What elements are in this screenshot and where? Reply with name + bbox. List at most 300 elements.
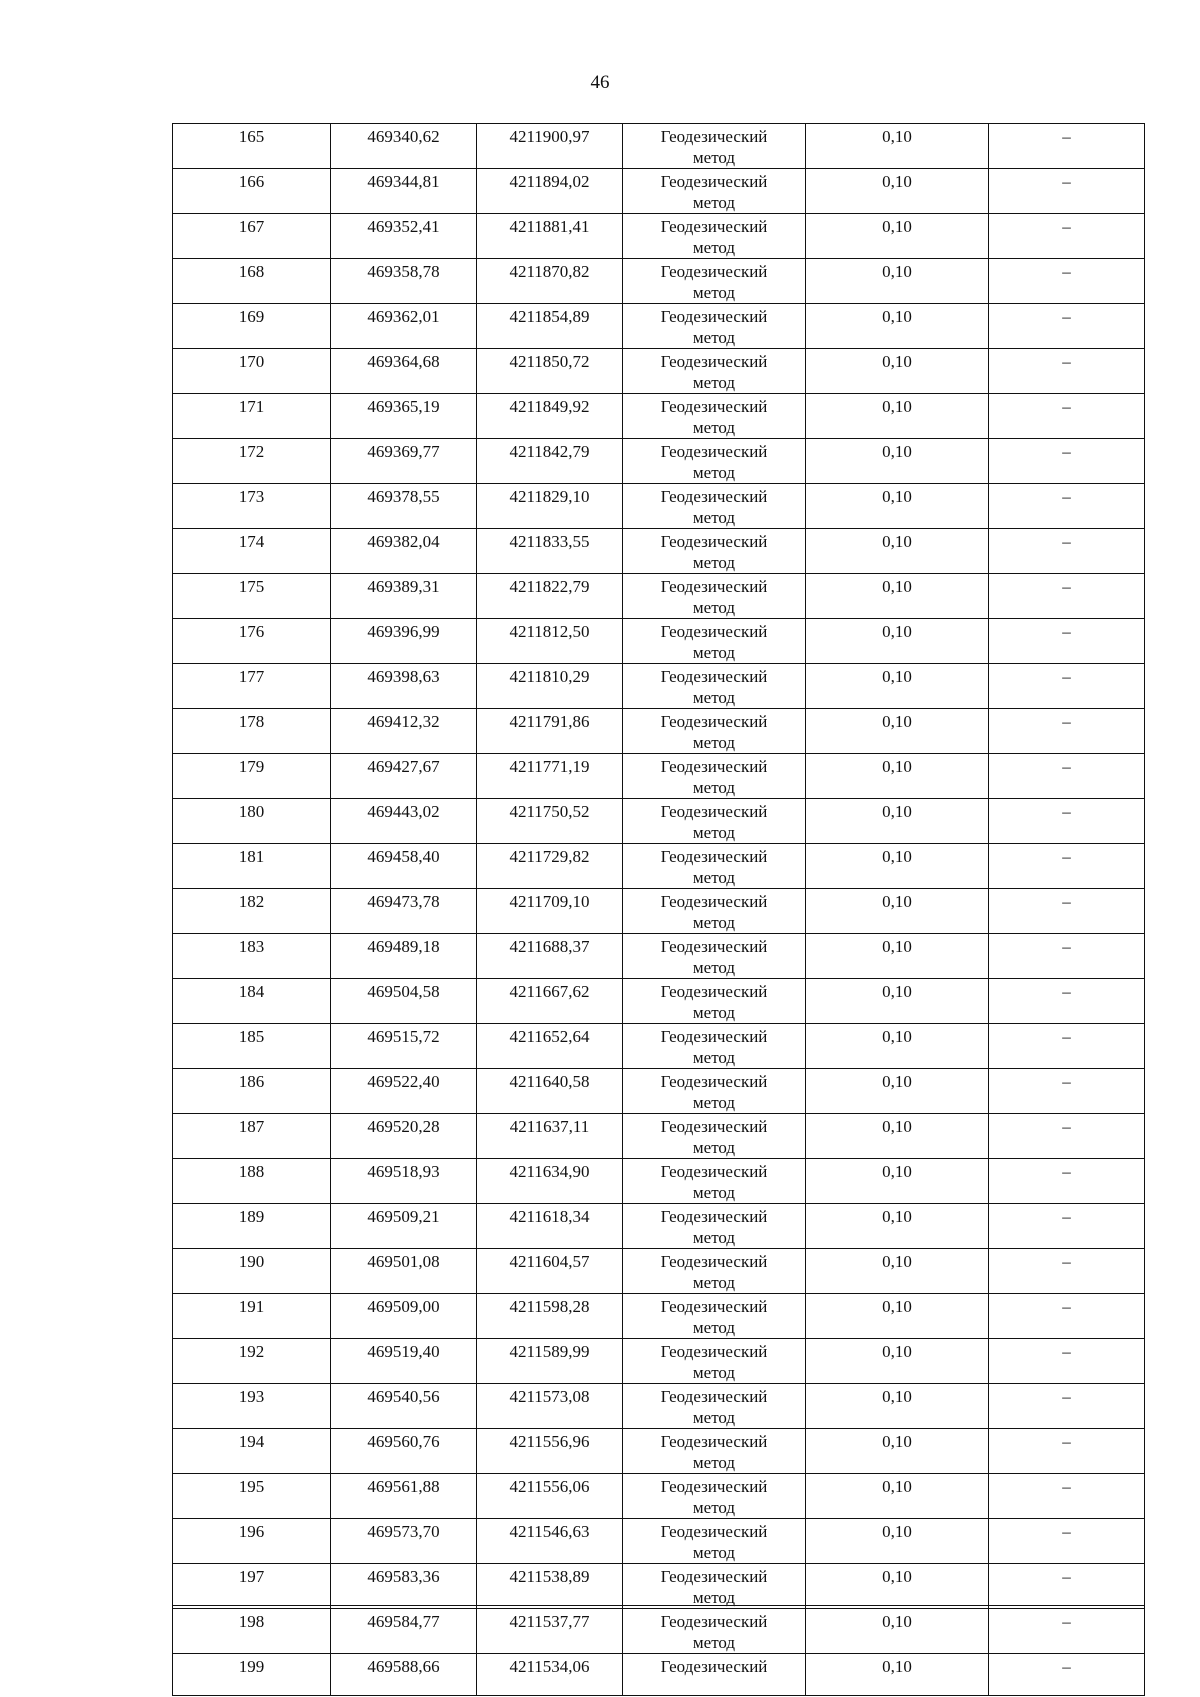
y-coordinate-cell: 4211652,64 [477, 1024, 623, 1069]
y-coordinate-cell: 4211618,34 [477, 1204, 623, 1249]
method-line-1: Геодезический [660, 1342, 768, 1361]
x-coordinate-cell: 469540,56 [331, 1384, 477, 1429]
method-cell [623, 889, 806, 934]
point-number-cell: 166 [173, 169, 331, 214]
accuracy-cell: 0,10 [806, 1069, 989, 1114]
method-line-1: Геодезический [660, 1252, 768, 1271]
method-line-1: Геодезический [660, 397, 768, 416]
accuracy-cell: 0,10 [806, 1339, 989, 1384]
accuracy-cell: 0,10 [806, 664, 989, 709]
table-row [173, 979, 1145, 1024]
method-cell [623, 349, 806, 394]
table-row [173, 484, 1145, 529]
note-cell: – [989, 259, 1145, 304]
point-number-cell: 181 [173, 844, 331, 889]
method-cell [623, 1384, 806, 1429]
method-line-1: Геодезический [660, 172, 768, 191]
table-row [173, 439, 1145, 484]
method-cell [623, 979, 806, 1024]
point-number-cell: 168 [173, 259, 331, 304]
method-line-2: метод [692, 193, 736, 212]
y-coordinate-cell: 4211589,99 [477, 1339, 623, 1384]
method-cell [623, 1564, 806, 1609]
x-coordinate-cell: 469473,78 [331, 889, 477, 934]
method-line-2: метод [692, 1138, 736, 1157]
method-line-2: метод [692, 778, 736, 797]
point-number-cell: 184 [173, 979, 331, 1024]
method-line-1: Геодезический [660, 1387, 768, 1406]
point-number-cell: 171 [173, 394, 331, 439]
y-coordinate-cell: 4211534,06 [477, 1654, 623, 1696]
method-line-2: метод [692, 1363, 736, 1382]
table-row [173, 709, 1145, 754]
y-coordinate-cell: 4211810,29 [477, 664, 623, 709]
point-number-cell: 179 [173, 754, 331, 799]
x-coordinate-cell: 469583,36 [331, 1564, 477, 1609]
accuracy-cell: 0,10 [806, 934, 989, 979]
x-coordinate-cell: 469504,58 [331, 979, 477, 1024]
method-cell [623, 1114, 806, 1159]
point-number-cell: 169 [173, 304, 331, 349]
x-coordinate-cell: 469519,40 [331, 1339, 477, 1384]
table-row [173, 304, 1145, 349]
y-coordinate-cell: 4211894,02 [477, 169, 623, 214]
point-number-cell: 197 [173, 1564, 331, 1609]
x-coordinate-cell: 469458,40 [331, 844, 477, 889]
point-number-cell: 176 [173, 619, 331, 664]
method-cell [623, 1474, 806, 1519]
method-cell [623, 529, 806, 574]
accuracy-cell: 0,10 [806, 1609, 989, 1654]
accuracy-cell: 0,10 [806, 214, 989, 259]
method-line-2: метод [692, 1408, 736, 1427]
method-line-2: метод [692, 868, 736, 887]
y-coordinate-cell: 4211850,72 [477, 349, 623, 394]
y-coordinate-cell: 4211829,10 [477, 484, 623, 529]
point-number-cell: 194 [173, 1429, 331, 1474]
table-row [173, 1024, 1145, 1069]
x-coordinate-cell: 469358,78 [331, 259, 477, 304]
y-coordinate-cell: 4211791,86 [477, 709, 623, 754]
method-line-2: метод [692, 553, 736, 572]
coordinates-table-body [173, 124, 1145, 1696]
table-row [173, 619, 1145, 664]
note-cell: – [989, 619, 1145, 664]
coordinates-table [172, 123, 1145, 1696]
table-row [173, 529, 1145, 574]
y-coordinate-cell: 4211573,08 [477, 1384, 623, 1429]
y-coordinate-cell: 4211900,97 [477, 124, 623, 169]
table-row [173, 169, 1145, 214]
note-cell: – [989, 1249, 1145, 1294]
note-cell: – [989, 1429, 1145, 1474]
x-coordinate-cell: 469520,28 [331, 1114, 477, 1159]
y-coordinate-cell: 4211688,37 [477, 934, 623, 979]
method-cell [623, 214, 806, 259]
method-cell [623, 304, 806, 349]
y-coordinate-cell: 4211667,62 [477, 979, 623, 1024]
method-line-1: Геодезический [660, 217, 768, 236]
point-number-cell: 180 [173, 799, 331, 844]
accuracy-cell: 0,10 [806, 1519, 989, 1564]
point-number-cell: 174 [173, 529, 331, 574]
point-number-cell: 188 [173, 1159, 331, 1204]
point-number-cell: 170 [173, 349, 331, 394]
accuracy-cell: 0,10 [806, 1159, 989, 1204]
method-cell [623, 844, 806, 889]
y-coordinate-cell: 4211546,63 [477, 1519, 623, 1564]
y-coordinate-cell: 4211556,96 [477, 1429, 623, 1474]
accuracy-cell: 0,10 [806, 754, 989, 799]
accuracy-cell: 0,10 [806, 1024, 989, 1069]
method-line-1: Геодезический [660, 307, 768, 326]
note-cell: – [989, 844, 1145, 889]
table-row [173, 799, 1145, 844]
point-number-cell: 191 [173, 1294, 331, 1339]
method-line-1: Геодезический [660, 757, 768, 776]
x-coordinate-cell: 469378,55 [331, 484, 477, 529]
y-coordinate-cell: 4211750,52 [477, 799, 623, 844]
method-line-1: Геодезический [660, 802, 768, 821]
method-cell [623, 169, 806, 214]
y-coordinate-cell: 4211537,77 [477, 1609, 623, 1654]
accuracy-cell: 0,10 [806, 439, 989, 484]
method-line-1: Геодезический [660, 352, 768, 371]
point-number-cell: 177 [173, 664, 331, 709]
note-cell: – [989, 709, 1145, 754]
table-row [173, 1384, 1145, 1429]
method-line-1: Геодезический [660, 532, 768, 551]
table-row [173, 214, 1145, 259]
point-number-cell: 175 [173, 574, 331, 619]
page-number: 46 [590, 72, 610, 93]
point-number-cell: 199 [173, 1654, 331, 1696]
table-row [173, 1249, 1145, 1294]
note-cell: – [989, 304, 1145, 349]
table-row [173, 1204, 1145, 1249]
method-line-1: Геодезический [660, 1522, 768, 1541]
method-line-1: Геодезический [660, 1117, 768, 1136]
accuracy-cell: 0,10 [806, 484, 989, 529]
x-coordinate-cell: 469427,67 [331, 754, 477, 799]
accuracy-cell: 0,10 [806, 1474, 989, 1519]
method-cell [623, 439, 806, 484]
accuracy-cell: 0,10 [806, 979, 989, 1024]
accuracy-cell: 0,10 [806, 1114, 989, 1159]
point-number-cell: 167 [173, 214, 331, 259]
x-coordinate-cell: 469389,31 [331, 574, 477, 619]
note-cell: – [989, 1114, 1145, 1159]
x-coordinate-cell: 469509,00 [331, 1294, 477, 1339]
method-cell [623, 1609, 806, 1654]
table-row [173, 1609, 1145, 1654]
method-line-1: Геодезический [660, 1432, 768, 1451]
note-cell: – [989, 394, 1145, 439]
x-coordinate-cell: 469364,68 [331, 349, 477, 394]
y-coordinate-cell: 4211870,82 [477, 259, 623, 304]
method-line-2: метод [692, 373, 736, 392]
y-coordinate-cell: 4211556,06 [477, 1474, 623, 1519]
y-coordinate-cell: 4211538,89 [477, 1564, 623, 1609]
accuracy-cell: 0,10 [806, 1429, 989, 1474]
point-number-cell: 196 [173, 1519, 331, 1564]
point-number-cell: 187 [173, 1114, 331, 1159]
note-cell: – [989, 349, 1145, 394]
note-cell: – [989, 1159, 1145, 1204]
accuracy-cell: 0,10 [806, 349, 989, 394]
method-line-1: Геодезический [660, 937, 768, 956]
accuracy-cell: 0,10 [806, 799, 989, 844]
table-row [173, 1519, 1145, 1564]
method-line-2: метод [692, 1633, 736, 1652]
x-coordinate-cell: 469362,01 [331, 304, 477, 349]
method-line-2: метод [692, 1093, 736, 1112]
method-line-1: Геодезический [660, 1072, 768, 1091]
table-row [173, 1564, 1145, 1609]
method-line-2: метод [692, 328, 736, 347]
note-cell: – [989, 754, 1145, 799]
y-coordinate-cell: 4211849,92 [477, 394, 623, 439]
table-row [173, 934, 1145, 979]
method-line-2: метод [692, 1498, 736, 1517]
method-line-1: Геодезический [660, 1207, 768, 1226]
table-row [173, 664, 1145, 709]
x-coordinate-cell: 469573,70 [331, 1519, 477, 1564]
method-line-1: Геодезический [660, 1612, 768, 1631]
method-line-1: Геодезический [660, 1477, 768, 1496]
method-line-2: метод [692, 1588, 736, 1607]
method-cell [623, 1249, 806, 1294]
note-cell: – [989, 664, 1145, 709]
method-cell [623, 574, 806, 619]
method-line-1: Геодезический [660, 127, 768, 146]
method-line-2: метод [692, 643, 736, 662]
point-number-cell: 190 [173, 1249, 331, 1294]
method-line-1: Геодезический [660, 262, 768, 281]
table-row [173, 1339, 1145, 1384]
method-line-2: метод [692, 148, 736, 167]
y-coordinate-cell: 4211771,19 [477, 754, 623, 799]
method-line-1: Геодезический [660, 1297, 768, 1316]
note-cell: – [989, 799, 1145, 844]
method-line-2: метод [692, 238, 736, 257]
table-row [173, 574, 1145, 619]
method-line-2: метод [692, 1003, 736, 1022]
method-line-1: Геодезический [660, 577, 768, 596]
accuracy-cell: 0,10 [806, 394, 989, 439]
method-line-1: Геодезический [660, 847, 768, 866]
method-cell [623, 394, 806, 439]
x-coordinate-cell: 469365,19 [331, 394, 477, 439]
method-line-2: метод [692, 283, 736, 302]
point-number-cell: 173 [173, 484, 331, 529]
method-cell [623, 1159, 806, 1204]
method-line-2: метод [692, 463, 736, 482]
method-line-1: Геодезический [660, 1567, 768, 1586]
note-cell: – [989, 979, 1145, 1024]
x-coordinate-cell: 469518,93 [331, 1159, 477, 1204]
accuracy-cell: 0,10 [806, 1249, 989, 1294]
method-line-1: Геодезический [660, 1162, 768, 1181]
y-coordinate-cell: 4211637,11 [477, 1114, 623, 1159]
note-cell: – [989, 124, 1145, 169]
method-cell [623, 799, 806, 844]
y-coordinate-cell: 4211598,28 [477, 1294, 623, 1339]
method-line-2: метод [692, 1318, 736, 1337]
x-coordinate-cell: 469522,40 [331, 1069, 477, 1114]
method-line-1: Геодезический [660, 892, 768, 911]
accuracy-cell: 0,10 [806, 169, 989, 214]
y-coordinate-cell: 4211634,90 [477, 1159, 623, 1204]
method-line-2: метод [692, 1183, 736, 1202]
accuracy-cell: 0,10 [806, 1654, 989, 1696]
table-row [173, 1474, 1145, 1519]
y-coordinate-cell: 4211812,50 [477, 619, 623, 664]
y-coordinate-cell: 4211640,58 [477, 1069, 623, 1114]
method-line-1: Геодезический [660, 1657, 768, 1676]
method-cell [623, 664, 806, 709]
x-coordinate-cell: 469398,63 [331, 664, 477, 709]
x-coordinate-cell: 469501,08 [331, 1249, 477, 1294]
note-cell: – [989, 1204, 1145, 1249]
method-line-2: метод [692, 418, 736, 437]
note-cell: – [989, 574, 1145, 619]
method-cell [623, 1429, 806, 1474]
table-row [173, 1294, 1145, 1339]
y-coordinate-cell: 4211854,89 [477, 304, 623, 349]
table-row [173, 1114, 1145, 1159]
accuracy-cell: 0,10 [806, 124, 989, 169]
x-coordinate-cell: 469443,02 [331, 799, 477, 844]
method-line-2: метод [692, 508, 736, 527]
accuracy-cell: 0,10 [806, 619, 989, 664]
point-number-cell: 182 [173, 889, 331, 934]
accuracy-cell: 0,10 [806, 259, 989, 304]
x-coordinate-cell: 469340,62 [331, 124, 477, 169]
method-cell [623, 1339, 806, 1384]
method-cell [623, 124, 806, 169]
x-coordinate-cell: 469561,88 [331, 1474, 477, 1519]
method-line-2: метод [692, 1543, 736, 1562]
method-line-1: Геодезический [660, 442, 768, 461]
method-cell [623, 1294, 806, 1339]
y-coordinate-cell: 4211729,82 [477, 844, 623, 889]
note-cell: – [989, 889, 1145, 934]
point-number-cell: 172 [173, 439, 331, 484]
note-cell: – [989, 1069, 1145, 1114]
table-row [173, 754, 1145, 799]
point-number-cell: 189 [173, 1204, 331, 1249]
point-number-cell: 192 [173, 1339, 331, 1384]
accuracy-cell: 0,10 [806, 1564, 989, 1609]
y-coordinate-cell: 4211604,57 [477, 1249, 623, 1294]
accuracy-cell: 0,10 [806, 529, 989, 574]
note-cell: – [989, 1024, 1145, 1069]
method-line-2: метод [692, 958, 736, 977]
y-coordinate-cell: 4211709,10 [477, 889, 623, 934]
method-cell [623, 619, 806, 664]
method-cell [623, 1024, 806, 1069]
note-cell: – [989, 1474, 1145, 1519]
method-line-2: метод [692, 688, 736, 707]
method-line-2: метод [692, 598, 736, 617]
method-line-1: Геодезический [660, 712, 768, 731]
point-number-cell: 183 [173, 934, 331, 979]
table-row [173, 349, 1145, 394]
accuracy-cell: 0,10 [806, 1204, 989, 1249]
accuracy-cell: 0,10 [806, 1384, 989, 1429]
y-coordinate-cell: 4211881,41 [477, 214, 623, 259]
accuracy-cell: 0,10 [806, 574, 989, 619]
accuracy-cell: 0,10 [806, 844, 989, 889]
point-number-cell: 195 [173, 1474, 331, 1519]
method-cell [623, 1069, 806, 1114]
note-cell: – [989, 169, 1145, 214]
x-coordinate-cell: 469396,99 [331, 619, 477, 664]
method-line-1: Геодезический [660, 667, 768, 686]
y-coordinate-cell: 4211833,55 [477, 529, 623, 574]
method-cell [623, 1204, 806, 1249]
y-coordinate-cell: 4211822,79 [477, 574, 623, 619]
note-cell: – [989, 1339, 1145, 1384]
x-coordinate-cell: 469489,18 [331, 934, 477, 979]
note-cell: – [989, 1519, 1145, 1564]
note-cell: – [989, 1654, 1145, 1696]
x-coordinate-cell: 469412,32 [331, 709, 477, 754]
x-coordinate-cell: 469382,04 [331, 529, 477, 574]
x-coordinate-cell: 469509,21 [331, 1204, 477, 1249]
method-cell [623, 709, 806, 754]
table-row [173, 889, 1145, 934]
x-coordinate-cell: 469588,66 [331, 1654, 477, 1696]
method-line-2: метод [692, 1048, 736, 1067]
note-cell: – [989, 529, 1145, 574]
x-coordinate-cell: 469352,41 [331, 214, 477, 259]
note-cell: – [989, 439, 1145, 484]
table-row [173, 1429, 1145, 1474]
note-cell: – [989, 214, 1145, 259]
method-cell [623, 934, 806, 979]
y-coordinate-cell: 4211842,79 [477, 439, 623, 484]
point-number-cell: 186 [173, 1069, 331, 1114]
method-line-2: метод [692, 1273, 736, 1292]
method-line-1: Геодезический [660, 982, 768, 1001]
table-row [173, 124, 1145, 169]
method-cell [623, 259, 806, 304]
accuracy-cell: 0,10 [806, 304, 989, 349]
method-line-2: метод [692, 1228, 736, 1247]
note-cell: – [989, 1384, 1145, 1429]
method-line-1: Геодезический [660, 1027, 768, 1046]
coordinates-table-container [172, 123, 1144, 1676]
method-cell [623, 754, 806, 799]
method-cell [623, 1654, 806, 1696]
table-row [173, 394, 1145, 439]
method-line-1: Геодезический [660, 622, 768, 641]
point-number-cell: 193 [173, 1384, 331, 1429]
note-cell: – [989, 934, 1145, 979]
method-line-2: метод [692, 1453, 736, 1472]
accuracy-cell: 0,10 [806, 889, 989, 934]
table-row [173, 1654, 1145, 1696]
note-cell: – [989, 1294, 1145, 1339]
note-cell: – [989, 484, 1145, 529]
method-line-2: метод [692, 733, 736, 752]
table-row [173, 1159, 1145, 1204]
accuracy-cell: 0,10 [806, 1294, 989, 1339]
x-coordinate-cell: 469515,72 [331, 1024, 477, 1069]
x-coordinate-cell: 469369,77 [331, 439, 477, 484]
